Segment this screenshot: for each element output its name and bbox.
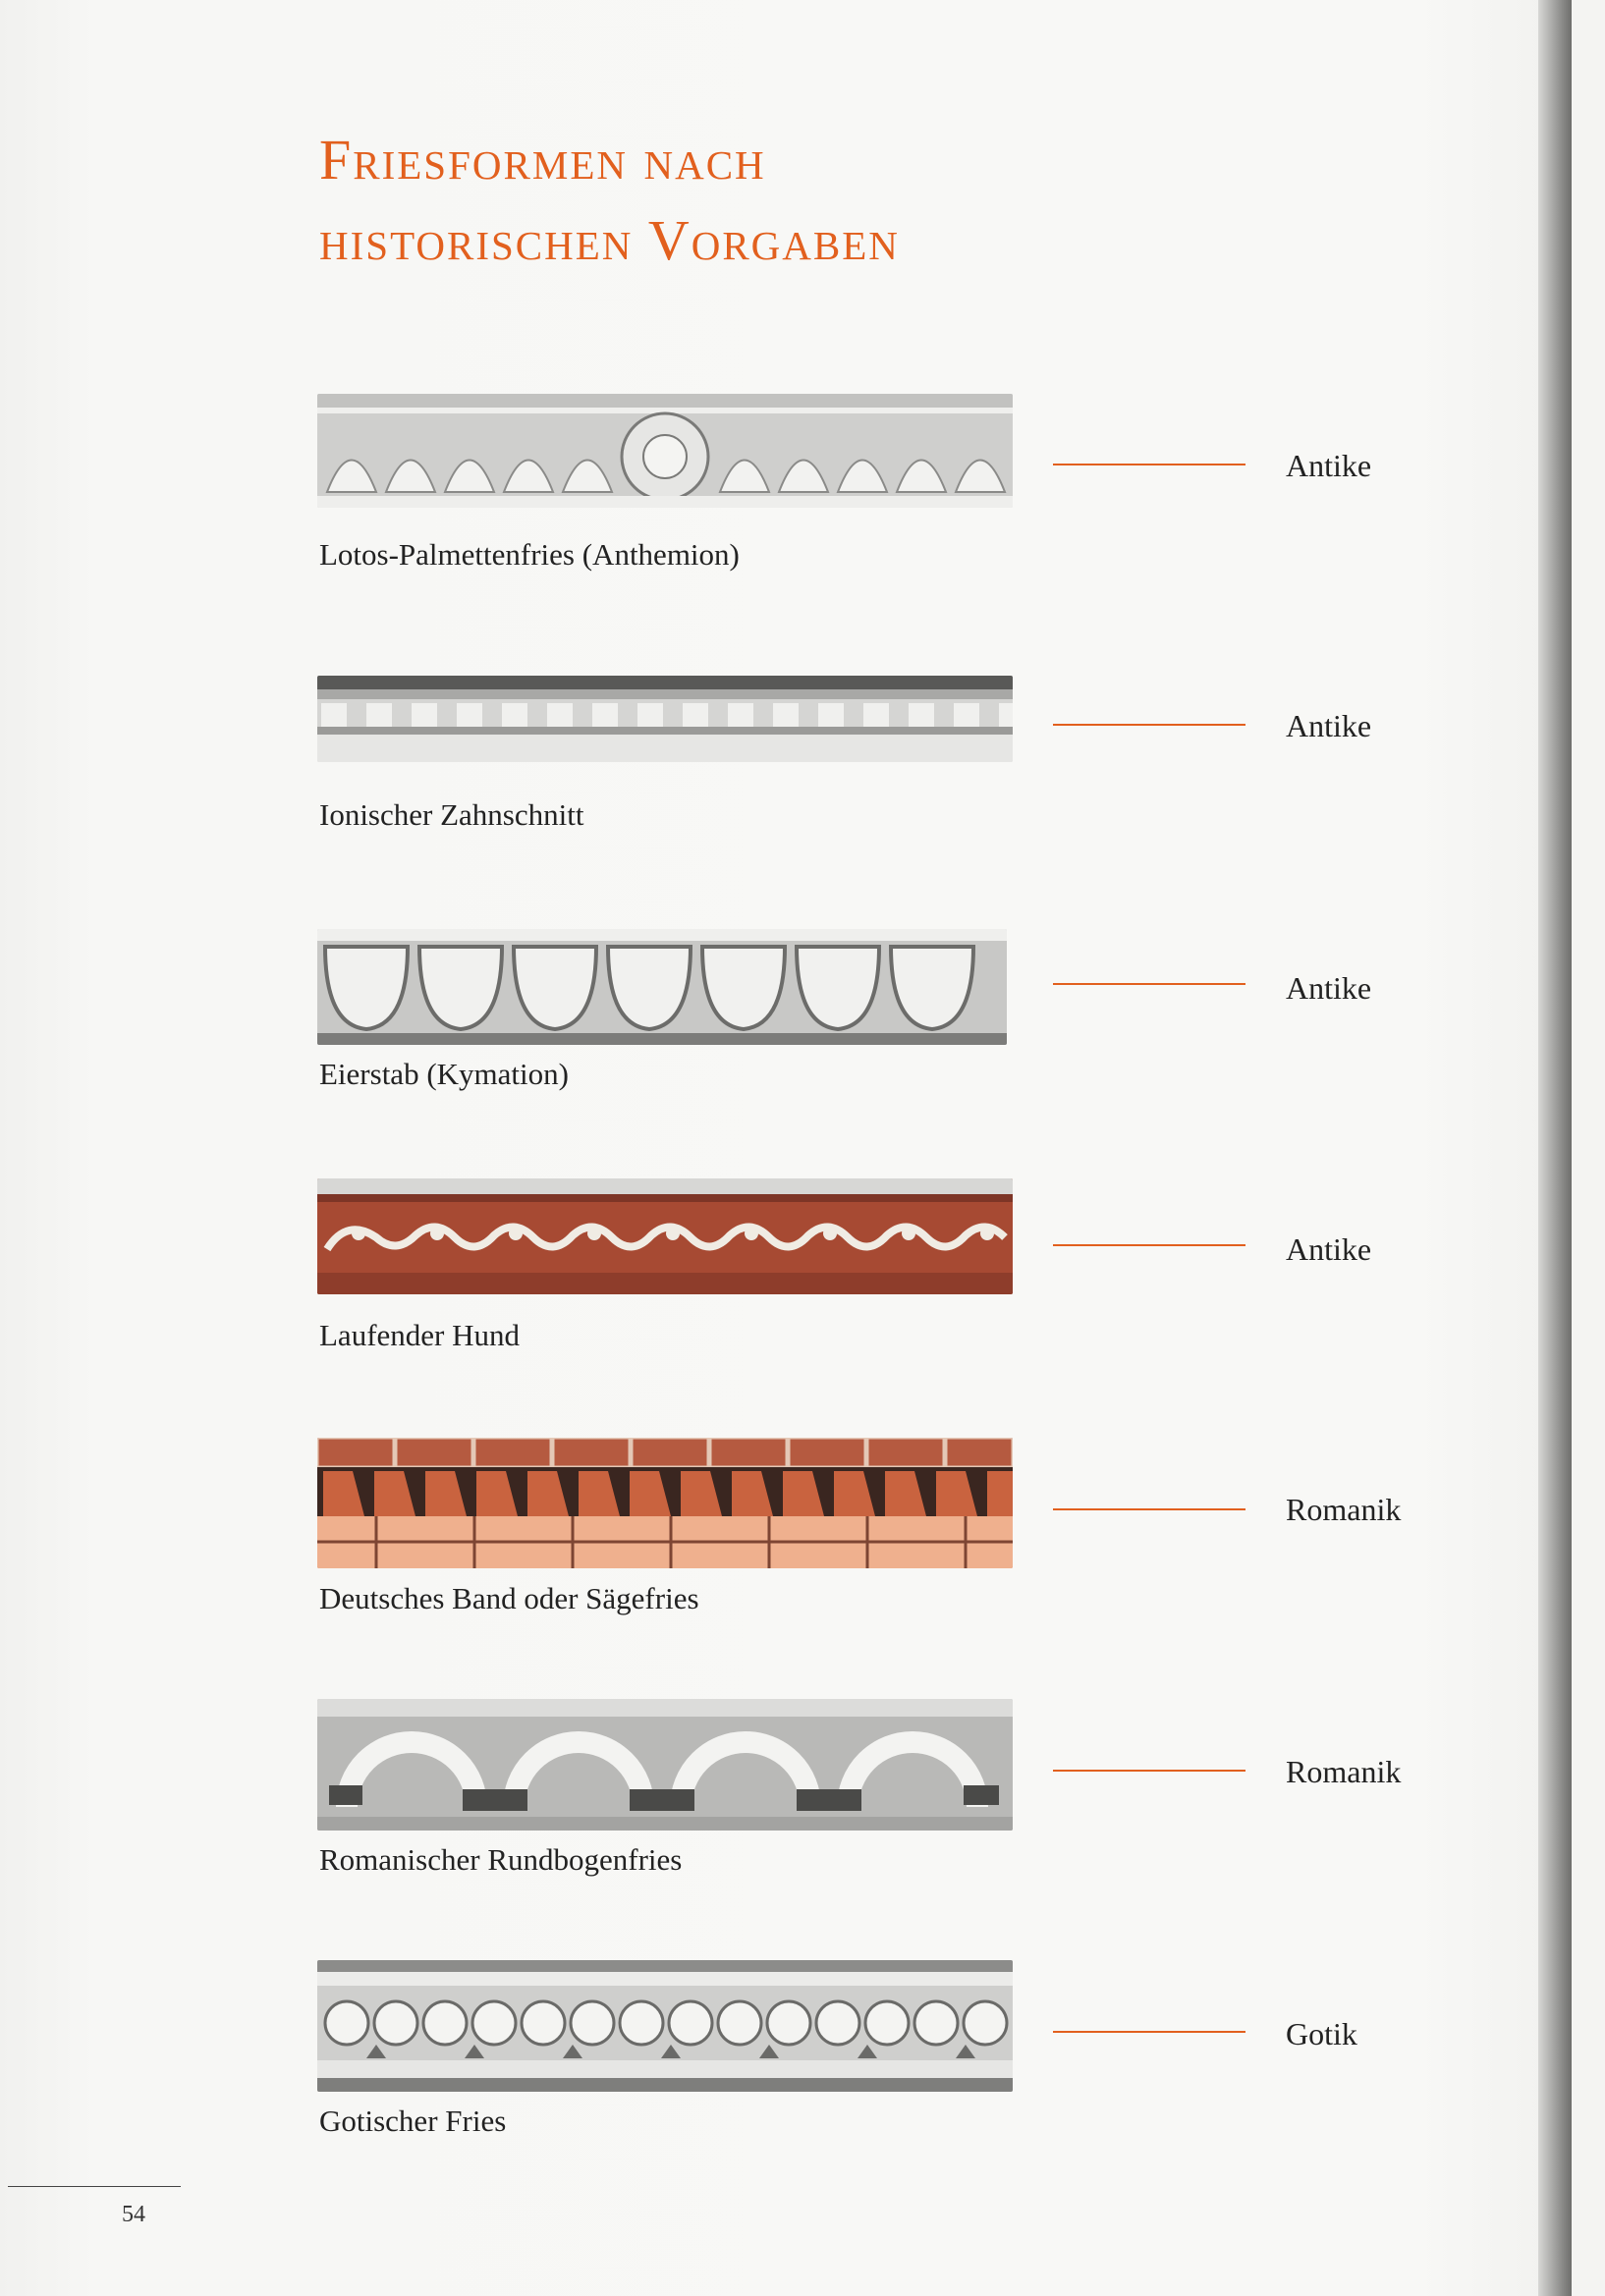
- frieze-photo-eierstab: [317, 929, 1007, 1045]
- page-spine-shadow: [1538, 0, 1572, 2296]
- connector-line: [1053, 1770, 1245, 1772]
- frieze-photo-anthemion: [317, 394, 1013, 508]
- frieze-entry-zahnschnitt: [0, 676, 1572, 882]
- page-title-line-1: Friesformen nach: [319, 128, 766, 191]
- frieze-name-deutsches-band: Deutsches Band oder Sägefries: [319, 1581, 699, 1615]
- frieze-photo-laufender-hund: [317, 1178, 1013, 1294]
- epoch-label-rundbogenfries: Romanik: [1286, 1754, 1402, 1789]
- page-number: 54: [122, 2202, 145, 2227]
- frieze-entry-eierstab: [0, 929, 1572, 1135]
- connector-line: [1053, 983, 1245, 985]
- frieze-entry-anthemion: [0, 388, 1572, 594]
- frieze-photo-zahnschnitt: [317, 676, 1013, 762]
- frieze-name-anthemion: Lotos-Palmettenfries (Anthemion): [319, 537, 740, 572]
- connector-line: [1053, 1244, 1245, 1246]
- epoch-label-zahnschnitt: Antike: [1286, 708, 1372, 743]
- epoch-label-deutsches-band: Romanik: [1286, 1492, 1402, 1527]
- frieze-entry-laufender-hund: [0, 1178, 1572, 1385]
- frieze-name-laufender-hund: Laufender Hund: [319, 1318, 520, 1352]
- connector-line: [1053, 1508, 1245, 1510]
- connector-line: [1053, 2031, 1245, 2033]
- epoch-label-gotischer-fries: Gotik: [1286, 2016, 1357, 2051]
- epoch-label-anthemion: Antike: [1286, 448, 1372, 483]
- frieze-entry-rundbogenfries: [0, 1699, 1572, 1905]
- frieze-entry-gotischer-fries: [0, 1960, 1572, 2166]
- footer-rule: [8, 2186, 181, 2187]
- connector-line: [1053, 724, 1245, 726]
- epoch-label-laufender-hund: Antike: [1286, 1231, 1372, 1267]
- page-title-line-2: historischen Vorgaben: [319, 208, 900, 272]
- page-title: [319, 120, 900, 281]
- frieze-photo-deutsches-band: [317, 1438, 1013, 1568]
- frieze-photo-rundbogenfries: [317, 1699, 1013, 1831]
- frieze-entry-deutsches-band: [0, 1438, 1572, 1644]
- frieze-photo-gotischer-fries: [317, 1960, 1013, 2092]
- frieze-name-eierstab: Eierstab (Kymation): [319, 1057, 569, 1091]
- frieze-name-zahnschnitt: Ionischer Zahnschnitt: [319, 797, 584, 832]
- epoch-label-eierstab: Antike: [1286, 970, 1372, 1006]
- frieze-name-gotischer-fries: Gotischer Fries: [319, 2104, 507, 2138]
- frieze-name-rundbogenfries: Romanischer Rundbogenfries: [319, 1842, 683, 1877]
- connector-line: [1053, 464, 1245, 465]
